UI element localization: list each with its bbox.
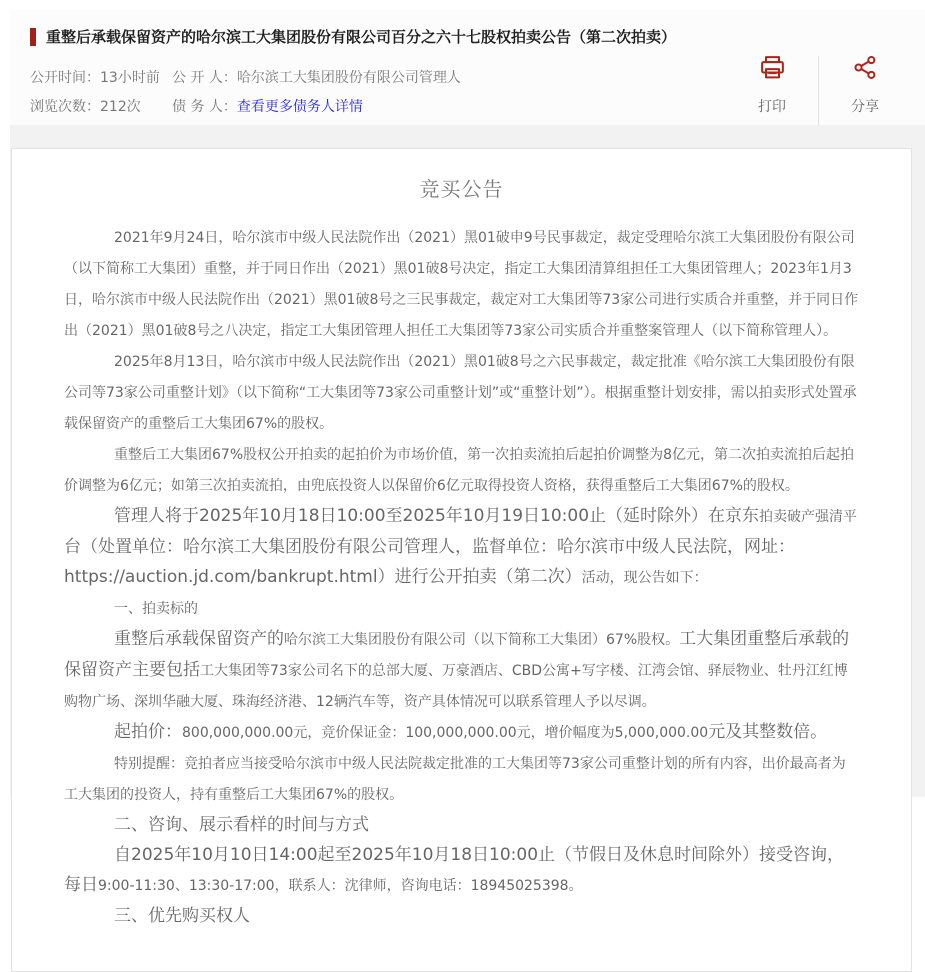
debtor <box>172 96 363 116</box>
text-run: 重整后承载保留资产的 <box>114 629 284 649</box>
notice-title: 竞买公告 <box>419 177 504 201</box>
text-run: 拍卖破产强清平 <box>759 509 858 525</box>
text-run: 工大集团等73家公司名下的总部大厦、万豪酒店、CBD公寓+写字楼、江湾会馆、驿辰物业、牡丹江红博购物广场、深圳华融大厦、珠海经济港、12辆汽车等，资产具体情况可以联系管理人予以尽调。 <box>64 663 848 710</box>
announcement-header <box>10 10 925 125</box>
print-icon <box>759 54 786 81</box>
para-price-adjustments <box>64 439 859 501</box>
heading-section-2 <box>64 810 859 840</box>
text-run: 800,000,000.00元，竞价保证金：100,000,000.00元，增价幅度为5,000,000.00 <box>182 725 709 741</box>
para-plan-approval-2025 <box>64 346 859 439</box>
text-run: 元及其整数倍。 <box>708 722 828 742</box>
text-run: 一、拍卖标的 <box>114 601 198 617</box>
text-run: 工大集团重整后承载的保留资产主要包括 <box>64 629 850 680</box>
text-run: 自2025年10月10日14:00起至2025年10月18日10:00止（节假日及休息时间除外）接受咨询，每日 <box>64 845 845 895</box>
view-count-label: 浏览次数： <box>30 98 100 115</box>
text-run: 哈尔滨工大集团股份有限公司（以下简称工大集团）67%股权。 <box>284 632 680 648</box>
text-run: 重整后工大集团67%股权公开拍卖的起拍价为市场价值，第一次拍卖流拍后起拍价调整为8亿元，第二次拍卖流拍后起拍价调整为6亿元；如第三次拍卖流拍，由兜底投资人以保留价6亿元取得投资人资格，获得重整后工大集团67%的股权。 <box>64 447 855 494</box>
share-button[interactable] <box>819 54 911 126</box>
text-run: 2025年8月13日，哈尔滨市中级人民法院作出（2021）黑01破8号之六民事裁定，裁定批准《哈尔滨工大集团股份有限公司等73家公司重整计划》（以下简称“工大集团等73家公司重整计划”或“重整计划”）。根据重整计划安排，需以拍卖形式处置承载保留资产的重整后工大集团67%的股权。 <box>64 354 857 432</box>
notice-body <box>64 222 859 931</box>
view-count <box>30 96 172 116</box>
text-run: 二、咨询、展示看样的时间与方式 <box>114 815 369 835</box>
publisher <box>172 67 461 87</box>
page-title: 重整后承载保留资产的哈尔滨工大集团股份有限公司百分之六十七股权拍卖公告（第二次拍卖） <box>46 28 677 46</box>
page-canvas <box>10 10 925 926</box>
text-run: 特别提醒：竞拍者应当接受哈尔滨市中级人民法院裁定批准的工大集团等73家公司重整计划的所有内容，出价最高者为工大集团的投资人，持有重整后工大集团67%的股权。 <box>64 756 846 803</box>
para-starting-price <box>64 717 859 748</box>
publish-time-label: 公开时间： <box>30 69 100 86</box>
text-run: 2021年9月24日，哈尔滨市中级人民法院作出（2021）黑01破申9号民事裁定，裁定受理哈尔滨工大集团股份有限公司（以下简称工大集团）重整，并于同日作出（2021）黑01破8号决定，指定工大集团清算组担任工大集团管理人；2023年1月3日，哈尔滨市中级人民法院作出（2021）黑01破8号之三民事裁定，裁定对工大集团等73家公司进行实质合并重整，并于同日作出（2021）黑01破8号之八决定，指定工大集团管理人担任工大集团等73家公司实质合并重整案管理人（以下简称管理人）。 <box>64 230 859 339</box>
para-consultation-time <box>64 840 859 901</box>
share-icon <box>852 54 879 81</box>
text-run: 管理人将于2025年10月18日10:00至2025年10月19日10:00止（延时除外）在京东 <box>114 506 760 526</box>
view-count-value: 212次 <box>100 98 141 115</box>
share-label: 分享 <box>851 98 879 114</box>
publish-time <box>30 67 172 87</box>
text-run: 台（处置单位：哈尔滨工大集团股份有限公司管理人，监督单位：哈尔滨市中级人民法院，网址：https://auction.jd.com/bankrupt.html）进行公开拍卖（第二次） <box>64 537 795 587</box>
text-run: 起拍价： <box>114 722 182 742</box>
para-auction-subject <box>64 624 859 717</box>
text-run: 9:00-11:30、13:30-17:00，联系人：沈律师，咨询电话：18945025398。 <box>98 878 583 894</box>
para-auction-schedule <box>64 501 859 593</box>
publish-time-value: 13小时前 <box>100 69 160 86</box>
text-run: 三、优先购买权人 <box>114 906 250 926</box>
text-run: 活动，现公告如下： <box>581 570 708 586</box>
debtor-label: 债 务 人： <box>172 98 237 115</box>
print-button[interactable] <box>726 54 818 126</box>
publisher-label: 公 开 人： <box>172 69 237 86</box>
para-court-rulings-2021 <box>64 222 859 346</box>
publisher-value: 哈尔滨工大集团股份有限公司管理人 <box>236 69 461 86</box>
header-actions <box>726 54 911 126</box>
heading-section-3 <box>64 901 859 931</box>
title-row <box>30 27 905 47</box>
notice-card <box>11 148 912 972</box>
print-label: 打印 <box>758 98 786 114</box>
title-accent-bar <box>30 28 36 46</box>
heading-section-1 <box>64 593 859 624</box>
debtor-details-link[interactable]: 查看更多债务人详情 <box>237 96 363 116</box>
para-special-reminder <box>64 748 859 810</box>
